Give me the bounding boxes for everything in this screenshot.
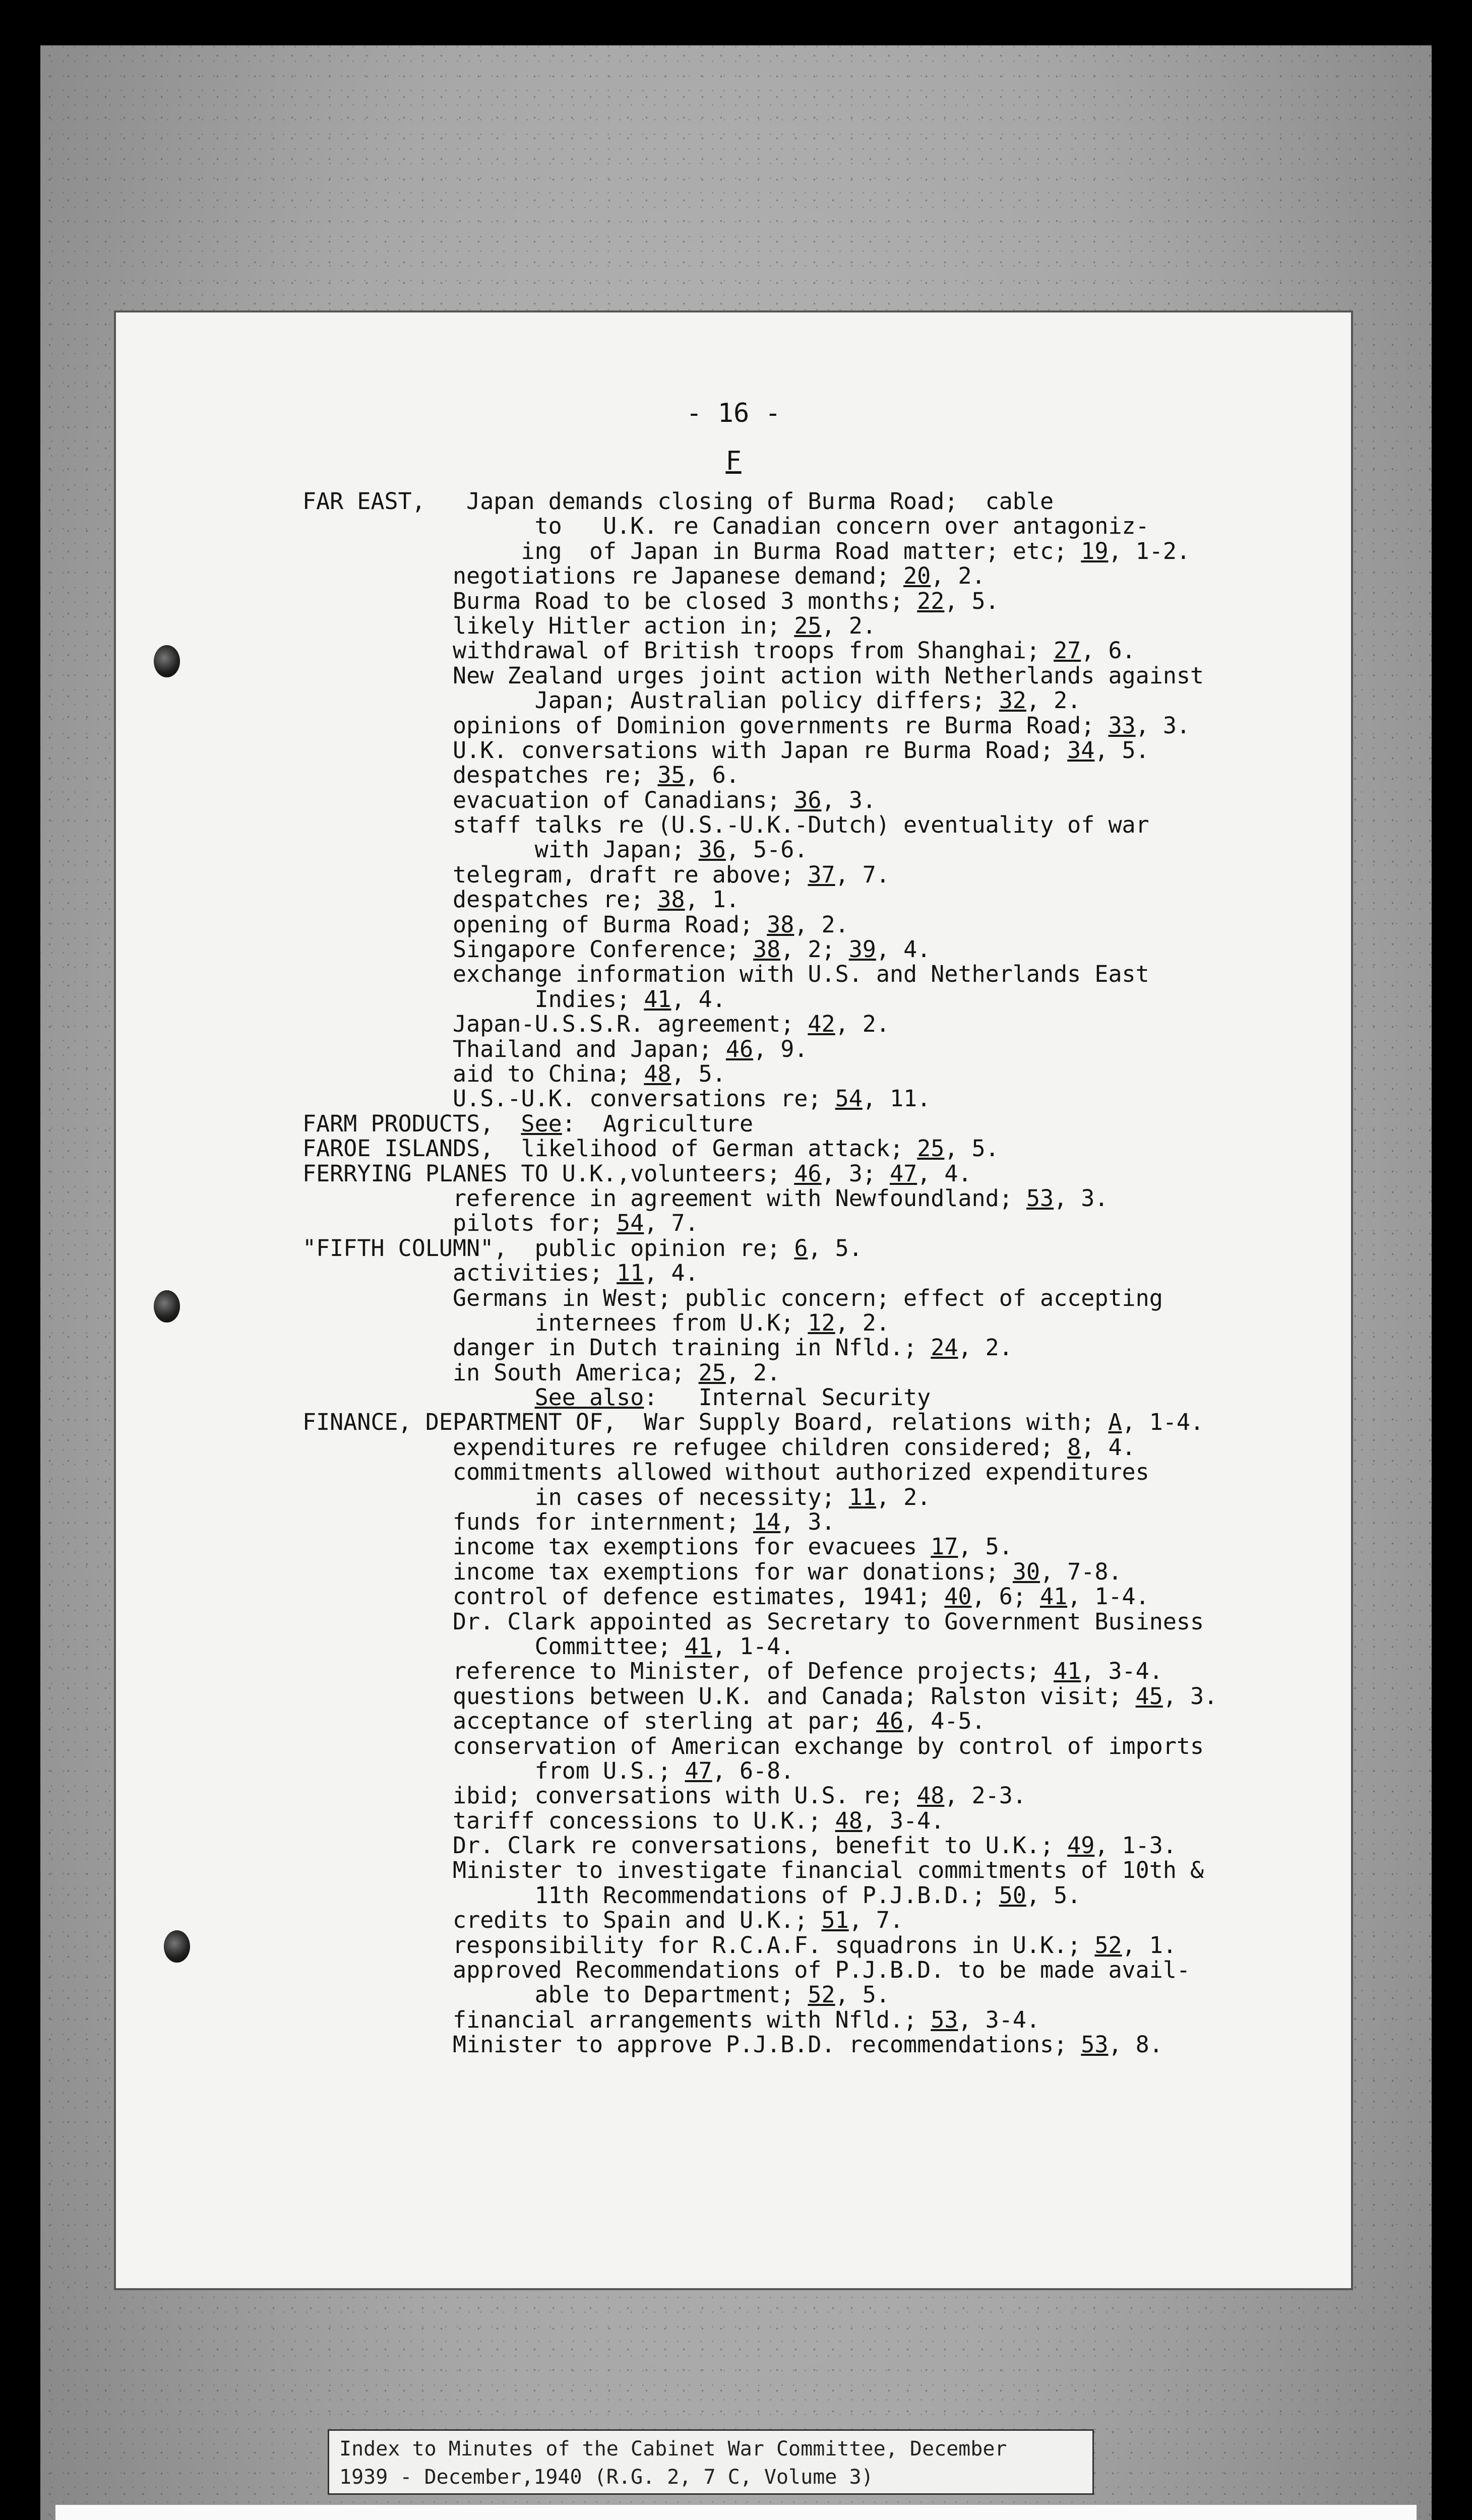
- index-line: [302, 514, 1311, 538]
- index-line: [302, 1236, 1311, 1261]
- entry-text: U.S.-U.K. conversations re;: [302, 1085, 835, 1112]
- index-line: [302, 1161, 1311, 1186]
- entry-text: [302, 1384, 535, 1411]
- entry-text: , 5.: [808, 1234, 863, 1262]
- entry-text: , 2-3.: [944, 1782, 1026, 1809]
- entry-text: from U.S.;: [302, 1757, 685, 1784]
- entry-text: , 1-2.: [1108, 537, 1191, 564]
- entry-text: , 5.: [1026, 1881, 1081, 1909]
- index-line: [302, 713, 1311, 738]
- index-line: [302, 887, 1311, 912]
- entry-text: acceptance of sterling at par;: [302, 1708, 876, 1735]
- index-line: [302, 763, 1311, 787]
- index-line: [302, 563, 1311, 588]
- page-reference: 49: [1067, 1832, 1095, 1859]
- index-line: [302, 1136, 1311, 1161]
- index-line: [302, 1037, 1311, 1061]
- entry-text: , 2.: [876, 1483, 931, 1510]
- page-reference: 33: [1108, 712, 1136, 739]
- page-reference: 46: [794, 1160, 822, 1187]
- page-reference: 19: [1081, 537, 1109, 564]
- page-reference: 46: [876, 1708, 904, 1735]
- index-line: [302, 1485, 1311, 1509]
- page-reference: 34: [1067, 736, 1095, 764]
- caption-line: 1939 - December,1940 (R.G. 2, 7 C, Volume 3): [339, 2466, 874, 2489]
- entry-text: staff talks re (U.S.-U.K.-Dutch) eventuality of war: [302, 811, 1149, 839]
- entry-text: exchange information with U.S. and Netherlands East: [302, 961, 1149, 988]
- page-reference: 11: [617, 1259, 644, 1287]
- index-line: [302, 1410, 1311, 1434]
- entry-text: , 2.: [835, 1011, 890, 1038]
- page-reference: 17: [931, 1533, 958, 1560]
- entry-text: , 5.: [958, 1533, 1013, 1560]
- entry-text: , 2.: [725, 1359, 781, 1386]
- page-reference: 22: [917, 587, 945, 614]
- entry-text: , 6.: [685, 762, 740, 789]
- entry-text: , 4.: [876, 936, 931, 963]
- page-reference: 25: [917, 1135, 945, 1162]
- index-line: [302, 862, 1311, 887]
- entry-text: FINANCE, DEPARTMENT OF, War Supply Board, relations with;: [302, 1409, 1109, 1436]
- page-reference: 12: [808, 1309, 835, 1336]
- entry-text: , 3;: [821, 1160, 890, 1187]
- page-reference: 51: [821, 1907, 849, 1934]
- entry-text: conservation of American exchange by control of imports: [302, 1732, 1204, 1759]
- entry-text: activities;: [302, 1259, 617, 1287]
- index-line: [302, 1833, 1311, 1858]
- page-reference: 47: [685, 1757, 712, 1784]
- index-line: [302, 1310, 1311, 1335]
- index-line: [302, 1584, 1311, 1609]
- page-reference: 25: [698, 1359, 726, 1386]
- entry-text: , 3-4.: [958, 2006, 1040, 2033]
- entry-text: FERRYING PLANES TO U.K.,volunteers;: [302, 1160, 794, 1187]
- index-line: [302, 1335, 1311, 1360]
- entry-text: Thailand and Japan;: [302, 1035, 726, 1062]
- index-line: [302, 489, 1311, 514]
- entry-text: financial arrangements with Nfld.;: [302, 2006, 931, 2033]
- entry-text: approved Recommendations of P.J.B.D. to be made avail-: [302, 1957, 1190, 1984]
- page-reference: 53: [931, 2006, 958, 2033]
- index-line: [302, 937, 1311, 962]
- entry-text: , 8.: [1108, 2031, 1163, 2058]
- index-entries: [302, 489, 1311, 2057]
- entry-text: , 7.: [644, 1210, 699, 1237]
- page-reference: 54: [835, 1085, 863, 1112]
- page-reference: 52: [1094, 1931, 1122, 1959]
- page-reference: 38: [767, 911, 794, 938]
- entry-text: income tax exemptions for evacuees: [302, 1533, 931, 1560]
- index-line: [302, 1286, 1311, 1310]
- page-reference: 41: [1054, 1658, 1081, 1685]
- entry-text: : Agriculture: [562, 1110, 754, 1137]
- entry-text: evacuation of Canadians;: [302, 786, 794, 813]
- page-reference: 27: [1054, 637, 1081, 664]
- entry-text: income tax exemptions for war donations;: [302, 1558, 1013, 1585]
- entry-text: , 7.: [835, 861, 890, 888]
- entry-text: Japan; Australian policy differs;: [302, 687, 999, 714]
- entry-text: Burma Road to be closed 3 months;: [302, 587, 917, 614]
- page-reference: 38: [657, 886, 685, 913]
- entry-text: , 3-4.: [1081, 1658, 1163, 1685]
- index-line: [302, 1734, 1311, 1758]
- entry-text: , 6;: [971, 1583, 1040, 1610]
- entry-text: withdrawal of British troops from Shanghai;: [302, 637, 1054, 664]
- entry-text: ibid; conversations with U.S. re;: [302, 1782, 917, 1809]
- archives-footer: [55, 2505, 1417, 2520]
- entry-text: Dr. Clark appointed as Secretary to Government Business: [302, 1608, 1204, 1635]
- index-line: [302, 1758, 1311, 1783]
- entry-text: , 3.: [1054, 1184, 1109, 1212]
- entry-text: in cases of necessity;: [302, 1483, 849, 1510]
- index-line: [302, 1982, 1311, 2007]
- entry-text: FARM PRODUCTS,: [302, 1110, 521, 1137]
- page-reference: A: [1108, 1409, 1122, 1436]
- entry-text: , 5.: [944, 587, 999, 614]
- index-line: [302, 1061, 1311, 1086]
- page-reference: 48: [835, 1807, 863, 1834]
- index-line: [302, 1012, 1311, 1036]
- entry-text: , 7.: [848, 1907, 904, 1934]
- entry-text: , 2.: [931, 562, 986, 590]
- page-reference: 52: [808, 1981, 835, 2008]
- page-reference: 8: [1067, 1433, 1081, 1461]
- index-line: [302, 638, 1311, 663]
- page-reference: 53: [1081, 2031, 1109, 2058]
- index-line: [302, 589, 1311, 613]
- index-line: [302, 987, 1311, 1012]
- index-line: [302, 738, 1311, 763]
- page-reference: 36: [794, 786, 822, 813]
- index-line: [302, 837, 1311, 862]
- entry-text: despatches re;: [302, 886, 658, 913]
- punch-hole: [154, 645, 180, 677]
- page-reference: 38: [753, 936, 781, 963]
- index-line: [302, 1958, 1311, 1982]
- index-line: [302, 962, 1311, 986]
- index-line: [302, 2007, 1311, 2032]
- entry-text: danger in Dutch training in Nfld.;: [302, 1334, 931, 1361]
- entry-text: , 5.: [835, 1981, 890, 2008]
- entry-text: , 3.: [821, 786, 876, 813]
- entry-text: pilots for;: [302, 1210, 617, 1237]
- entry-text: responsibility for R.C.A.F. squadrons in U.K.;: [302, 1931, 1095, 1959]
- entry-text: , 2.: [958, 1334, 1013, 1361]
- index-line: [302, 1908, 1311, 1932]
- page-reference: 48: [917, 1782, 945, 1809]
- index-line: [302, 1709, 1311, 1733]
- page-reference: 40: [944, 1583, 972, 1610]
- entry-text: , 3.: [780, 1508, 835, 1536]
- page-reference: 37: [808, 861, 835, 888]
- entry-text: Dr. Clark re conversations, benefit to U.K.;: [302, 1832, 1068, 1859]
- entry-text: FAROE ISLANDS, likelihood of German attack;: [302, 1135, 917, 1162]
- entry-text: "FIFTH COLUMN", public opinion re;: [302, 1234, 794, 1262]
- page-reference: 35: [657, 762, 685, 789]
- entry-text: , 1.: [685, 886, 740, 913]
- page-reference: 50: [999, 1881, 1026, 1909]
- index-line: [302, 1534, 1311, 1559]
- entry-text: telegram, draft re above;: [302, 861, 808, 888]
- entry-text: , 2.: [835, 1309, 890, 1336]
- entry-text: tariff concessions to U.K.;: [302, 1807, 835, 1834]
- page-reference: 20: [903, 562, 931, 590]
- entry-text: , 1-4.: [1067, 1583, 1149, 1610]
- entry-text: , 5.: [944, 1135, 999, 1162]
- entry-text: , 1.: [1122, 1931, 1177, 1959]
- entry-text: negotiations re Japanese demand;: [302, 562, 904, 590]
- page-reference: 32: [999, 687, 1026, 714]
- entry-text: with Japan;: [302, 836, 699, 863]
- page-reference: 25: [794, 612, 822, 639]
- page-reference: 41: [1040, 1583, 1068, 1610]
- page-reference: 14: [753, 1508, 781, 1536]
- page-reference: 24: [931, 1334, 958, 1361]
- entry-text: Singapore Conference;: [302, 936, 754, 963]
- entry-text: despatches re;: [302, 762, 658, 789]
- index-line: [302, 663, 1311, 688]
- entry-text: likely Hitler action in;: [302, 612, 794, 639]
- section-letter: F: [725, 446, 742, 476]
- entry-text: able to Department;: [302, 1981, 808, 2008]
- entry-text: commitments allowed without authorized expenditures: [302, 1459, 1149, 1486]
- entry-text: Indies;: [302, 985, 644, 1013]
- index-line: [302, 1385, 1311, 1410]
- page-reference: 45: [1135, 1682, 1163, 1710]
- entry-text: , 7-8.: [1040, 1558, 1122, 1585]
- entry-text: funds for internment;: [302, 1508, 754, 1536]
- page-reference: 48: [644, 1060, 671, 1087]
- entry-text: Japan-U.S.S.R. agreement;: [302, 1011, 808, 1038]
- punch-hole: [154, 1290, 180, 1322]
- entry-text: opinions of Dominion governments re Burma Road;: [302, 712, 1109, 739]
- entry-text: , 2.: [1026, 687, 1081, 714]
- entry-text: , 1-4.: [712, 1632, 794, 1660]
- entry-text: in South America;: [302, 1359, 699, 1386]
- page-reference: 53: [1026, 1184, 1054, 1212]
- entry-text: 11th Recommendations of P.J.B.D.;: [302, 1881, 999, 1909]
- index-line: [302, 1460, 1311, 1484]
- index-line: [302, 688, 1311, 713]
- entry-text: , 4.: [917, 1160, 972, 1187]
- entry-text: questions between U.K. and Canada; Ralston visit;: [302, 1682, 1136, 1710]
- page-number: - 16 -: [686, 398, 781, 428]
- page-reference: See: [521, 1110, 562, 1137]
- entry-text: , 5.: [1094, 736, 1149, 764]
- entry-text: , 4.: [671, 985, 726, 1013]
- entry-text: Committee;: [302, 1632, 685, 1660]
- entry-text: control of defence estimates, 1941;: [302, 1583, 945, 1610]
- entry-text: FAR EAST, Japan demands closing of Burma Road; cable: [302, 488, 1054, 515]
- entry-text: Minister to approve P.J.B.D. recommendations;: [302, 2031, 1081, 2058]
- page-reference: 39: [848, 936, 876, 963]
- page-reference: 30: [1012, 1558, 1040, 1585]
- entry-text: expenditures re refugee children considered;: [302, 1433, 1068, 1461]
- page-reference: 41: [685, 1632, 712, 1660]
- page-reference: 47: [889, 1160, 917, 1187]
- page-reference: 11: [848, 1483, 876, 1510]
- page-reference: 36: [698, 836, 726, 863]
- entry-text: , 2;: [780, 936, 849, 963]
- index-line: [302, 1559, 1311, 1584]
- index-line: [302, 2032, 1311, 2057]
- entry-text: to U.K. re Canadian concern over antagoniz-: [302, 513, 1149, 540]
- entry-text: , 1-4.: [1122, 1409, 1204, 1436]
- entry-text: U.K. conversations with Japan re Burma Road;: [302, 736, 1068, 764]
- entry-text: , 2.: [794, 911, 849, 938]
- entry-text: , 5.: [671, 1060, 726, 1087]
- index-line: [302, 1883, 1311, 1908]
- index-line: [302, 1858, 1311, 1882]
- index-line: [302, 1659, 1311, 1683]
- entry-text: , 6-8.: [712, 1757, 794, 1784]
- index-line: [302, 1609, 1311, 1634]
- entry-text: , 4.: [1081, 1433, 1136, 1461]
- caption-line: Index to Minutes of the Cabinet War Committee, December: [339, 2437, 1007, 2461]
- index-line: [302, 788, 1311, 812]
- index-line: [302, 1360, 1311, 1385]
- entry-text: opening of Burma Road;: [302, 911, 767, 938]
- entry-text: reference in agreement with Newfoundland;: [302, 1184, 1026, 1212]
- entry-text: , 11.: [862, 1085, 931, 1112]
- index-line: [302, 812, 1311, 837]
- entry-text: , 2.: [821, 612, 876, 639]
- index-line: [302, 1684, 1311, 1709]
- index-line: [302, 1086, 1311, 1111]
- index-line: [302, 1111, 1311, 1136]
- entry-text: , 3-4.: [862, 1807, 945, 1834]
- entry-text: , 3.: [1135, 712, 1191, 739]
- entry-text: Minister to investigate financial commitments of 10th &: [302, 1857, 1204, 1884]
- page-reference: 42: [808, 1011, 835, 1038]
- index-line: [302, 1509, 1311, 1534]
- entry-text: New Zealand urges joint action with Netherlands against: [302, 662, 1204, 689]
- entry-text: , 4-5.: [903, 1708, 986, 1735]
- index-line: [302, 1435, 1311, 1460]
- entry-text: , 1-3.: [1094, 1832, 1177, 1859]
- index-line: [302, 912, 1311, 937]
- index-line: [302, 613, 1311, 638]
- entry-text: , 4.: [644, 1259, 699, 1287]
- entry-text: : Internal Security: [644, 1384, 931, 1411]
- page-reference: 46: [725, 1035, 754, 1062]
- entry-text: , 3.: [1162, 1682, 1218, 1710]
- page-reference: 6: [794, 1234, 808, 1262]
- index-line: [302, 1261, 1311, 1285]
- index-line: [302, 1783, 1311, 1808]
- index-line: [302, 1186, 1311, 1211]
- index-line: [302, 1211, 1311, 1235]
- entry-text: internees from U.K;: [302, 1309, 808, 1336]
- page-reference: 41: [644, 985, 671, 1013]
- page-reference: 54: [617, 1210, 644, 1237]
- index-line: [302, 1808, 1311, 1833]
- entry-text: , 5-6.: [725, 836, 808, 863]
- index-line: [302, 539, 1311, 563]
- entry-text: , 6.: [1081, 637, 1136, 664]
- archive-caption-label: [328, 2429, 1094, 2495]
- entry-text: aid to China;: [302, 1060, 644, 1087]
- entry-text: ing of Japan in Burma Road matter; etc;: [302, 537, 1081, 564]
- document-page: [116, 312, 1351, 2288]
- punch-hole: [164, 1930, 190, 1963]
- index-line: [302, 1933, 1311, 1958]
- entry-text: , 9.: [753, 1035, 808, 1062]
- entry-text: reference to Minister, of Defence projects;: [302, 1658, 1054, 1685]
- page-reference: See also: [534, 1384, 644, 1411]
- entry-text: Germans in West; public concern; effect of accepting: [302, 1284, 1163, 1311]
- entry-text: credits to Spain and U.K.;: [302, 1907, 822, 1934]
- index-line: [302, 1634, 1311, 1659]
